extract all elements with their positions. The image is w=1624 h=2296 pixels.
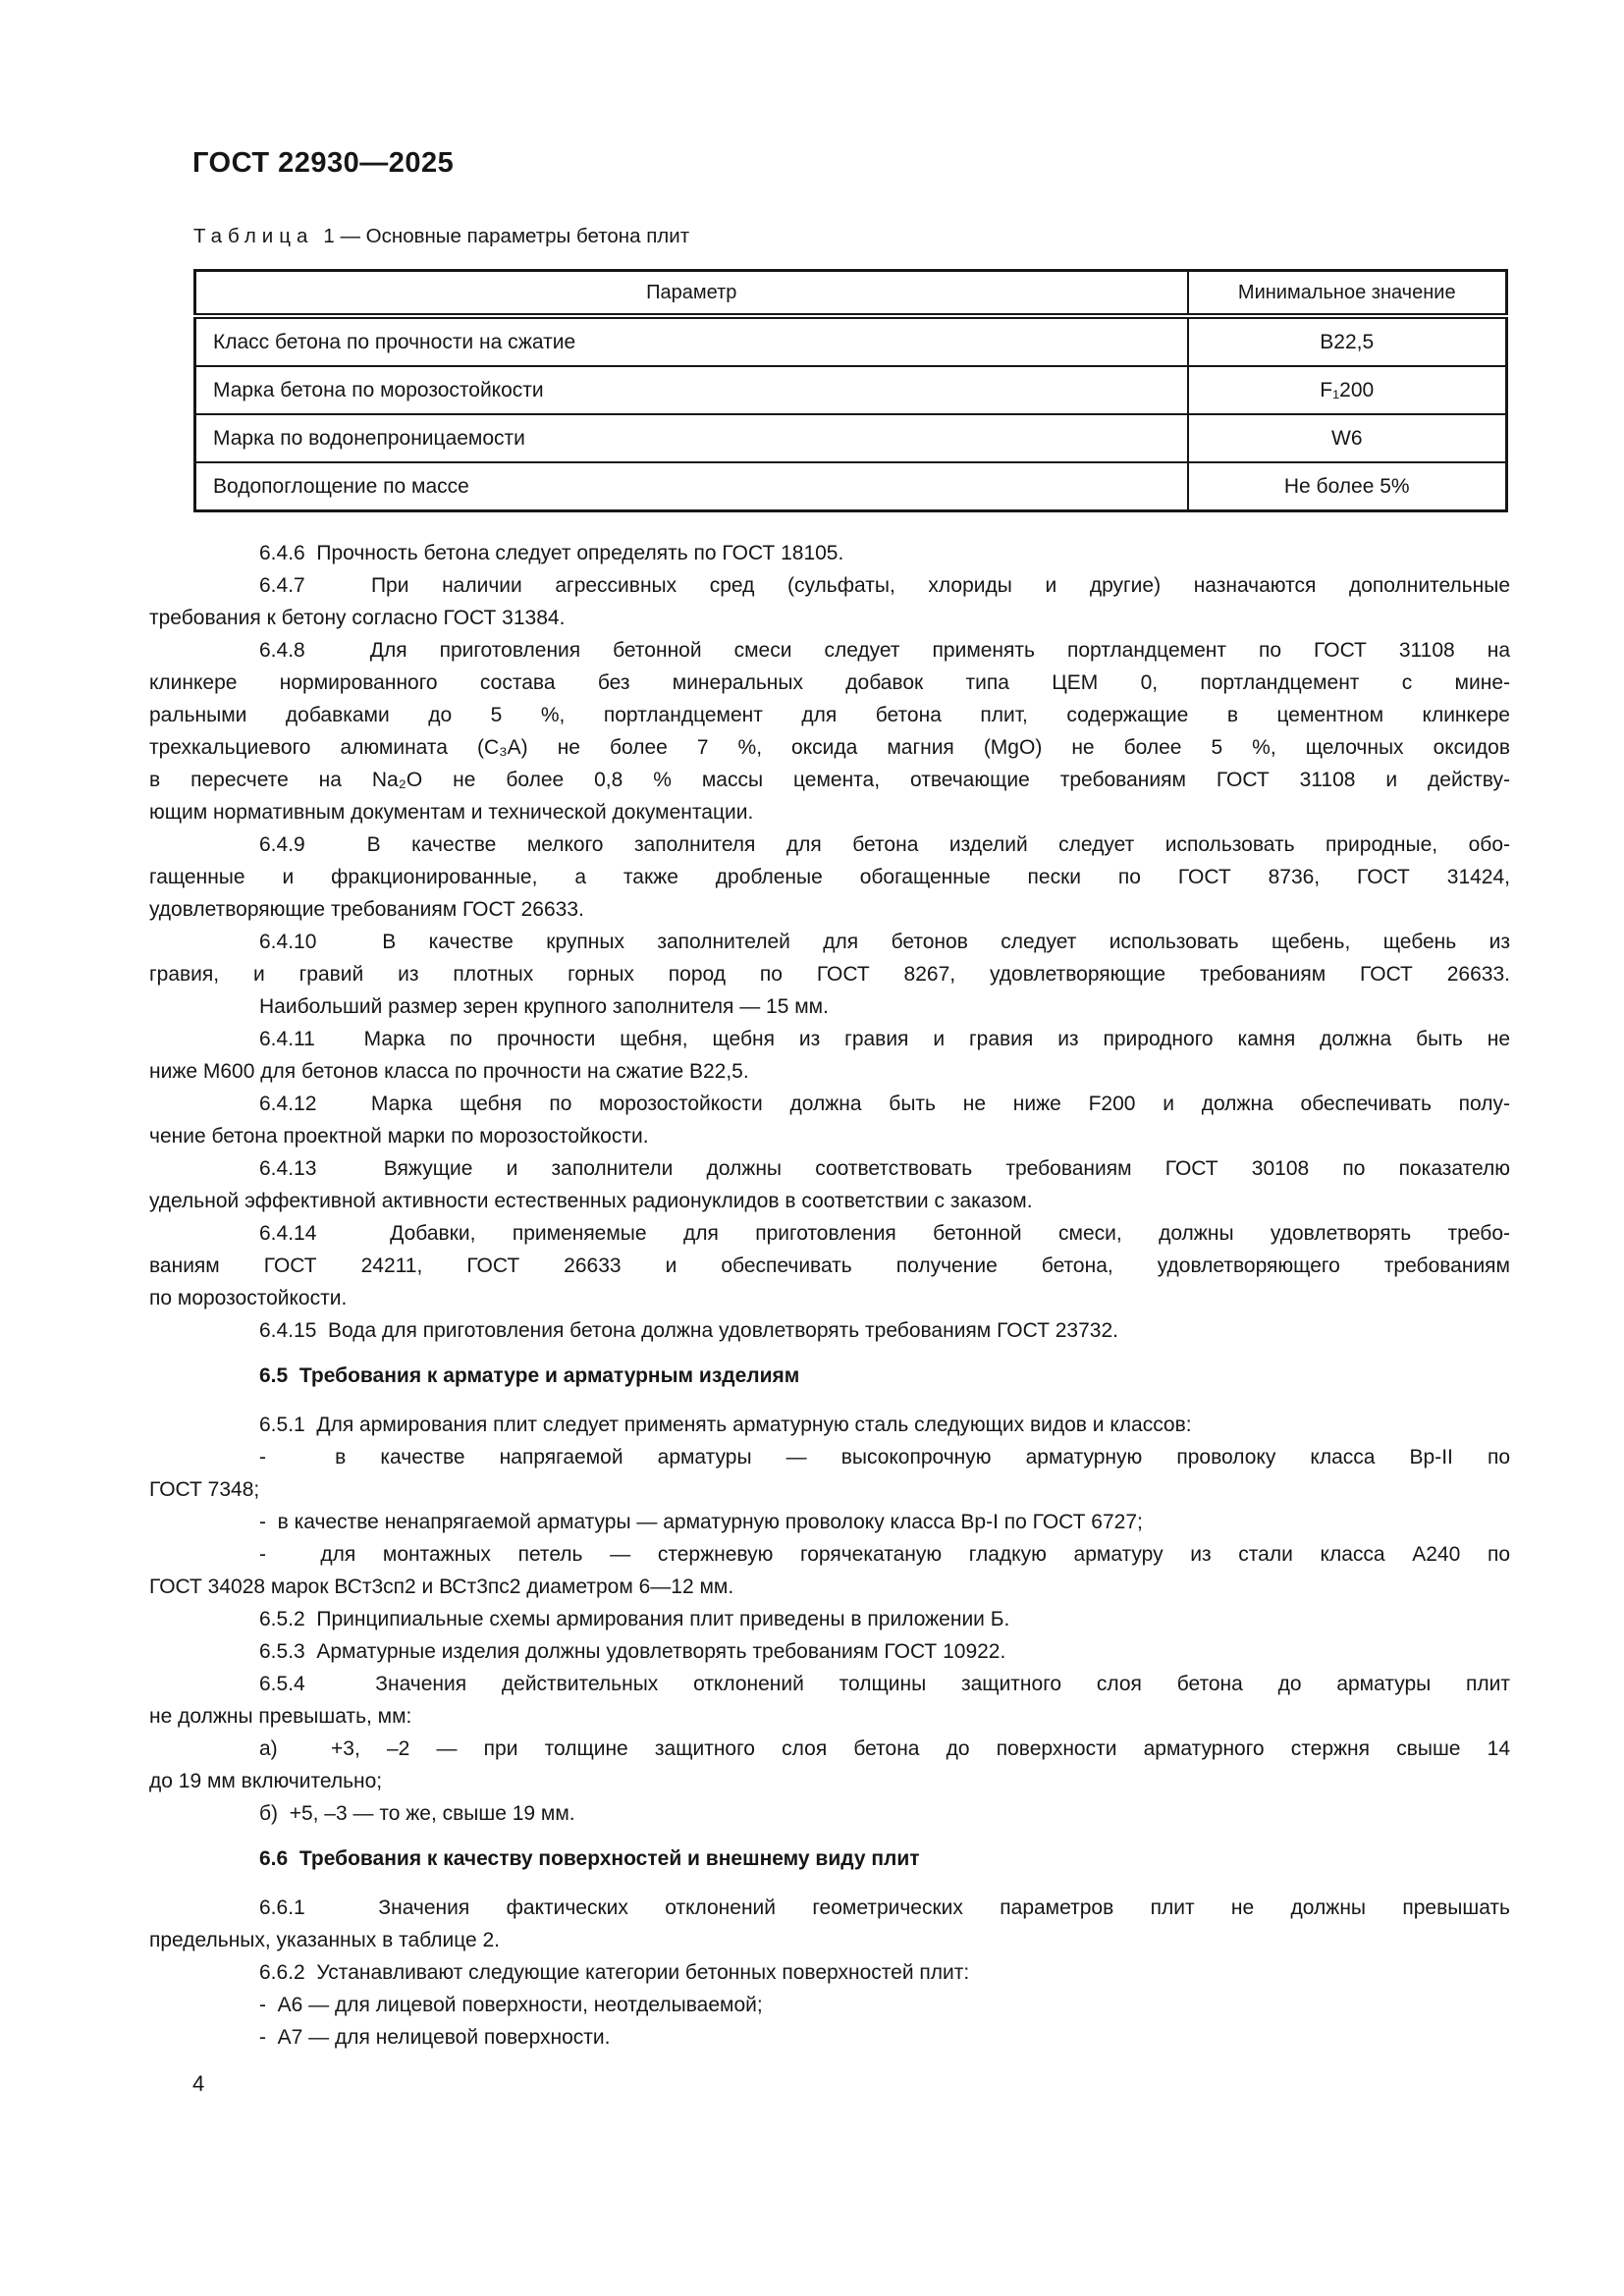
text-line: трехкальциевого алюмината (C₃A) не более 7 %, оксида магния (MgO) не более 5 %, щелочных оксидов — [149, 736, 1510, 759]
table-caption-text: 1 — Основные параметры бетона плит — [323, 225, 690, 247]
body-text — [149, 537, 1510, 2054]
paragraph — [149, 537, 1510, 569]
section-heading — [149, 1842, 1510, 1875]
text-line: 6.4.8 Для приготовления бетонной смеси следует применять портландцемент по ГОСТ 31108 на — [259, 639, 1510, 662]
paragraph — [149, 1989, 1510, 2021]
text-line: 6.5.4 Значения действительных отклонений толщины защитного слоя бетона до арматуры плит — [259, 1673, 1510, 1695]
paragraph — [149, 634, 1510, 828]
text-line: гащенные и фракционированные, а также дробленые обогащенные пески по ГОСТ 8736, ГОСТ 31424, — [149, 866, 1510, 888]
text-line: предельных, указанных в таблице 2. — [149, 1929, 501, 1951]
text-line: чение бетона проектной марки по морозостойкости. — [149, 1125, 649, 1148]
text-line: Наибольший размер зерен крупного заполнителя — 15 мм. — [259, 995, 829, 1018]
text-line: б) +5, –3 — то же, свыше 19 мм. — [259, 1802, 575, 1825]
paragraph — [149, 990, 1510, 1023]
table-row — [195, 414, 1507, 462]
paragraph — [149, 1733, 1510, 1797]
paragraph — [149, 1088, 1510, 1152]
table-row — [195, 462, 1507, 511]
table-cell-parameter: Класс бетона по прочности на сжатие — [195, 316, 1188, 366]
paragraph — [149, 1538, 1510, 1603]
table-caption — [193, 225, 689, 248]
text-line: 6.5.1 Для армирования плит следует применять арматурную сталь следующих видов и классов: — [259, 1414, 1192, 1436]
text-line: 6.6.1 Значения фактических отклонений геометрических параметров плит не должны превышать — [259, 1896, 1510, 1919]
table-header-value: Минимальное значение — [1188, 271, 1507, 317]
text-line: - для монтажных петель — стержневую горячекатаную гладкую арматуру из стали класса А240 по — [259, 1543, 1510, 1566]
text-line: ющим нормативным документам и технической документации. — [149, 801, 754, 824]
text-line: - в качестве напрягаемой арматуры — высокопрочную арматурную проволоку класса Вр-II по — [259, 1446, 1510, 1468]
table-row — [195, 316, 1507, 366]
text-line: - А7 — для нелицевой поверхности. — [259, 2026, 611, 2049]
table-row — [195, 366, 1507, 414]
paragraph — [149, 828, 1510, 926]
text-line: 6.4.15 Вода для приготовления бетона должна удовлетворять требованиям ГОСТ 23732. — [259, 1319, 1118, 1342]
text-line: ваниям ГОСТ 24211, ГОСТ 26633 и обеспечивать получение бетона, удовлетворяющего требованиям — [149, 1255, 1510, 1277]
text-line: 6.4.9 В качестве мелкого заполнителя для бетона изделий следует использовать природные, обо- — [259, 833, 1510, 856]
text-line: 6.4.6 Прочность бетона следует определять по ГОСТ 18105. — [259, 542, 844, 564]
text-line: 6.5.3 Арматурные изделия должны удовлетворять требованиям ГОСТ 10922. — [259, 1640, 1006, 1663]
text-line: клинкере нормированного состава без минеральных добавок типа ЦЕМ 0, портландцемент с мине- — [149, 671, 1510, 694]
text-line: 6.4.14 Добавки, применяемые для приготовления бетонной смеси, должны удовлетворять требо- — [259, 1222, 1510, 1245]
paragraph — [149, 1441, 1510, 1506]
page-number: 4 — [192, 2071, 205, 2096]
text-line: ГОСТ 7348; — [149, 1478, 260, 1501]
text-line: 6.4.10 В качестве крупных заполнителей для бетонов следует использовать щебень, щебень из — [259, 931, 1510, 953]
paragraph — [149, 1603, 1510, 1635]
doc-code-heading: ГОСТ 22930—2025 — [192, 147, 455, 179]
paragraph — [149, 2021, 1510, 2054]
table-cell-parameter: Водопоглощение по массе — [195, 462, 1188, 511]
parameters-table — [193, 269, 1508, 512]
text-line: гравия, и гравий из плотных горных пород по ГОСТ 8267, удовлетворяющие требованиям ГОСТ 26633. — [149, 963, 1510, 986]
text-line: 6.6 Требования к качеству поверхностей и внешнему виду плит — [259, 1847, 920, 1870]
text-line: 6.4.11 Марка по прочности щебня, щебня из гравия и гравия из природного камня должна быть не — [259, 1028, 1510, 1050]
text-line: 6.6.2 Устанавливают следующие категории бетонных поверхностей плит: — [259, 1961, 970, 1984]
table-header-parameter: Параметр — [195, 271, 1188, 317]
paragraph — [149, 1668, 1510, 1733]
table-cell-parameter: Марка бетона по морозостойкости — [195, 366, 1188, 414]
table-header-row — [195, 271, 1507, 317]
text-line: ральными добавками до 5 %, портландцемент для бетона плит, содержащие в цементном клинкере — [149, 704, 1510, 726]
paragraph — [149, 1023, 1510, 1088]
text-line: 6.4.13 Вяжущие и заполнители должны соответствовать требованиям ГОСТ 30108 по показателю — [259, 1157, 1510, 1180]
paragraph — [149, 1956, 1510, 1989]
paragraph — [149, 1635, 1510, 1668]
table-cell-value: F₁200 — [1188, 366, 1507, 414]
paragraph — [149, 569, 1510, 634]
text-line: по морозостойкости. — [149, 1287, 348, 1309]
paragraph — [149, 1152, 1510, 1217]
text-line: удовлетворяющие требованиям ГОСТ 26633. — [149, 898, 584, 921]
text-line: 6.5.2 Принципиальные схемы армирования плит приведены в приложении Б. — [259, 1608, 1010, 1630]
text-line: 6.4.7 При наличии агрессивных сред (сульфаты, хлориды и другие) назначаются дополнительные — [259, 574, 1510, 597]
text-line: до 19 мм включительно; — [149, 1770, 383, 1792]
text-line: - в качестве ненапрягаемой арматуры — арматурную проволоку класса Вр-I по ГОСТ 6727; — [259, 1511, 1143, 1533]
table-body — [195, 316, 1507, 511]
text-line: а) +3, –2 — при толщине защитного слоя бетона до поверхности арматурного стержня свыше 14 — [259, 1737, 1510, 1760]
paragraph — [149, 1409, 1510, 1441]
text-line: ГОСТ 34028 марок ВСт3сп2 и ВСт3пс2 диаметром 6—12 мм. — [149, 1575, 734, 1598]
text-line: не должны превышать, мм: — [149, 1705, 412, 1728]
paragraph — [149, 1892, 1510, 1956]
paragraph — [149, 1217, 1510, 1314]
table-cell-value: В22,5 — [1188, 316, 1507, 366]
table-cell-parameter: Марка по водонепроницаемости — [195, 414, 1188, 462]
paragraph — [149, 1797, 1510, 1830]
table-caption-label: Таблица — [193, 225, 314, 247]
text-line: в пересчете на Na₂O не более 0,8 % массы цемента, отвечающие требованиям ГОСТ 31108 и действу- — [149, 769, 1510, 791]
table-cell-value: W6 — [1188, 414, 1507, 462]
paragraph — [149, 1506, 1510, 1538]
text-line: требования к бетону согласно ГОСТ 31384. — [149, 607, 566, 629]
text-line: - А6 — для лицевой поверхности, неотделываемой; — [259, 1994, 763, 2016]
text-line: 6.4.12 Марка щебня по морозостойкости должна быть не ниже F200 и должна обеспечивать полу- — [259, 1093, 1510, 1115]
text-line: ниже М600 для бетонов класса по прочности на сжатие В22,5. — [149, 1060, 749, 1083]
text-line: 6.5 Требования к арматуре и арматурным изделиям — [259, 1364, 800, 1387]
section-heading — [149, 1360, 1510, 1392]
paragraph — [149, 1314, 1510, 1347]
paragraph — [149, 926, 1510, 990]
table-cell-value: Не более 5% — [1188, 462, 1507, 511]
text-line: удельной эффективной активности естественных радионуклидов в соответствии с заказом. — [149, 1190, 1033, 1212]
